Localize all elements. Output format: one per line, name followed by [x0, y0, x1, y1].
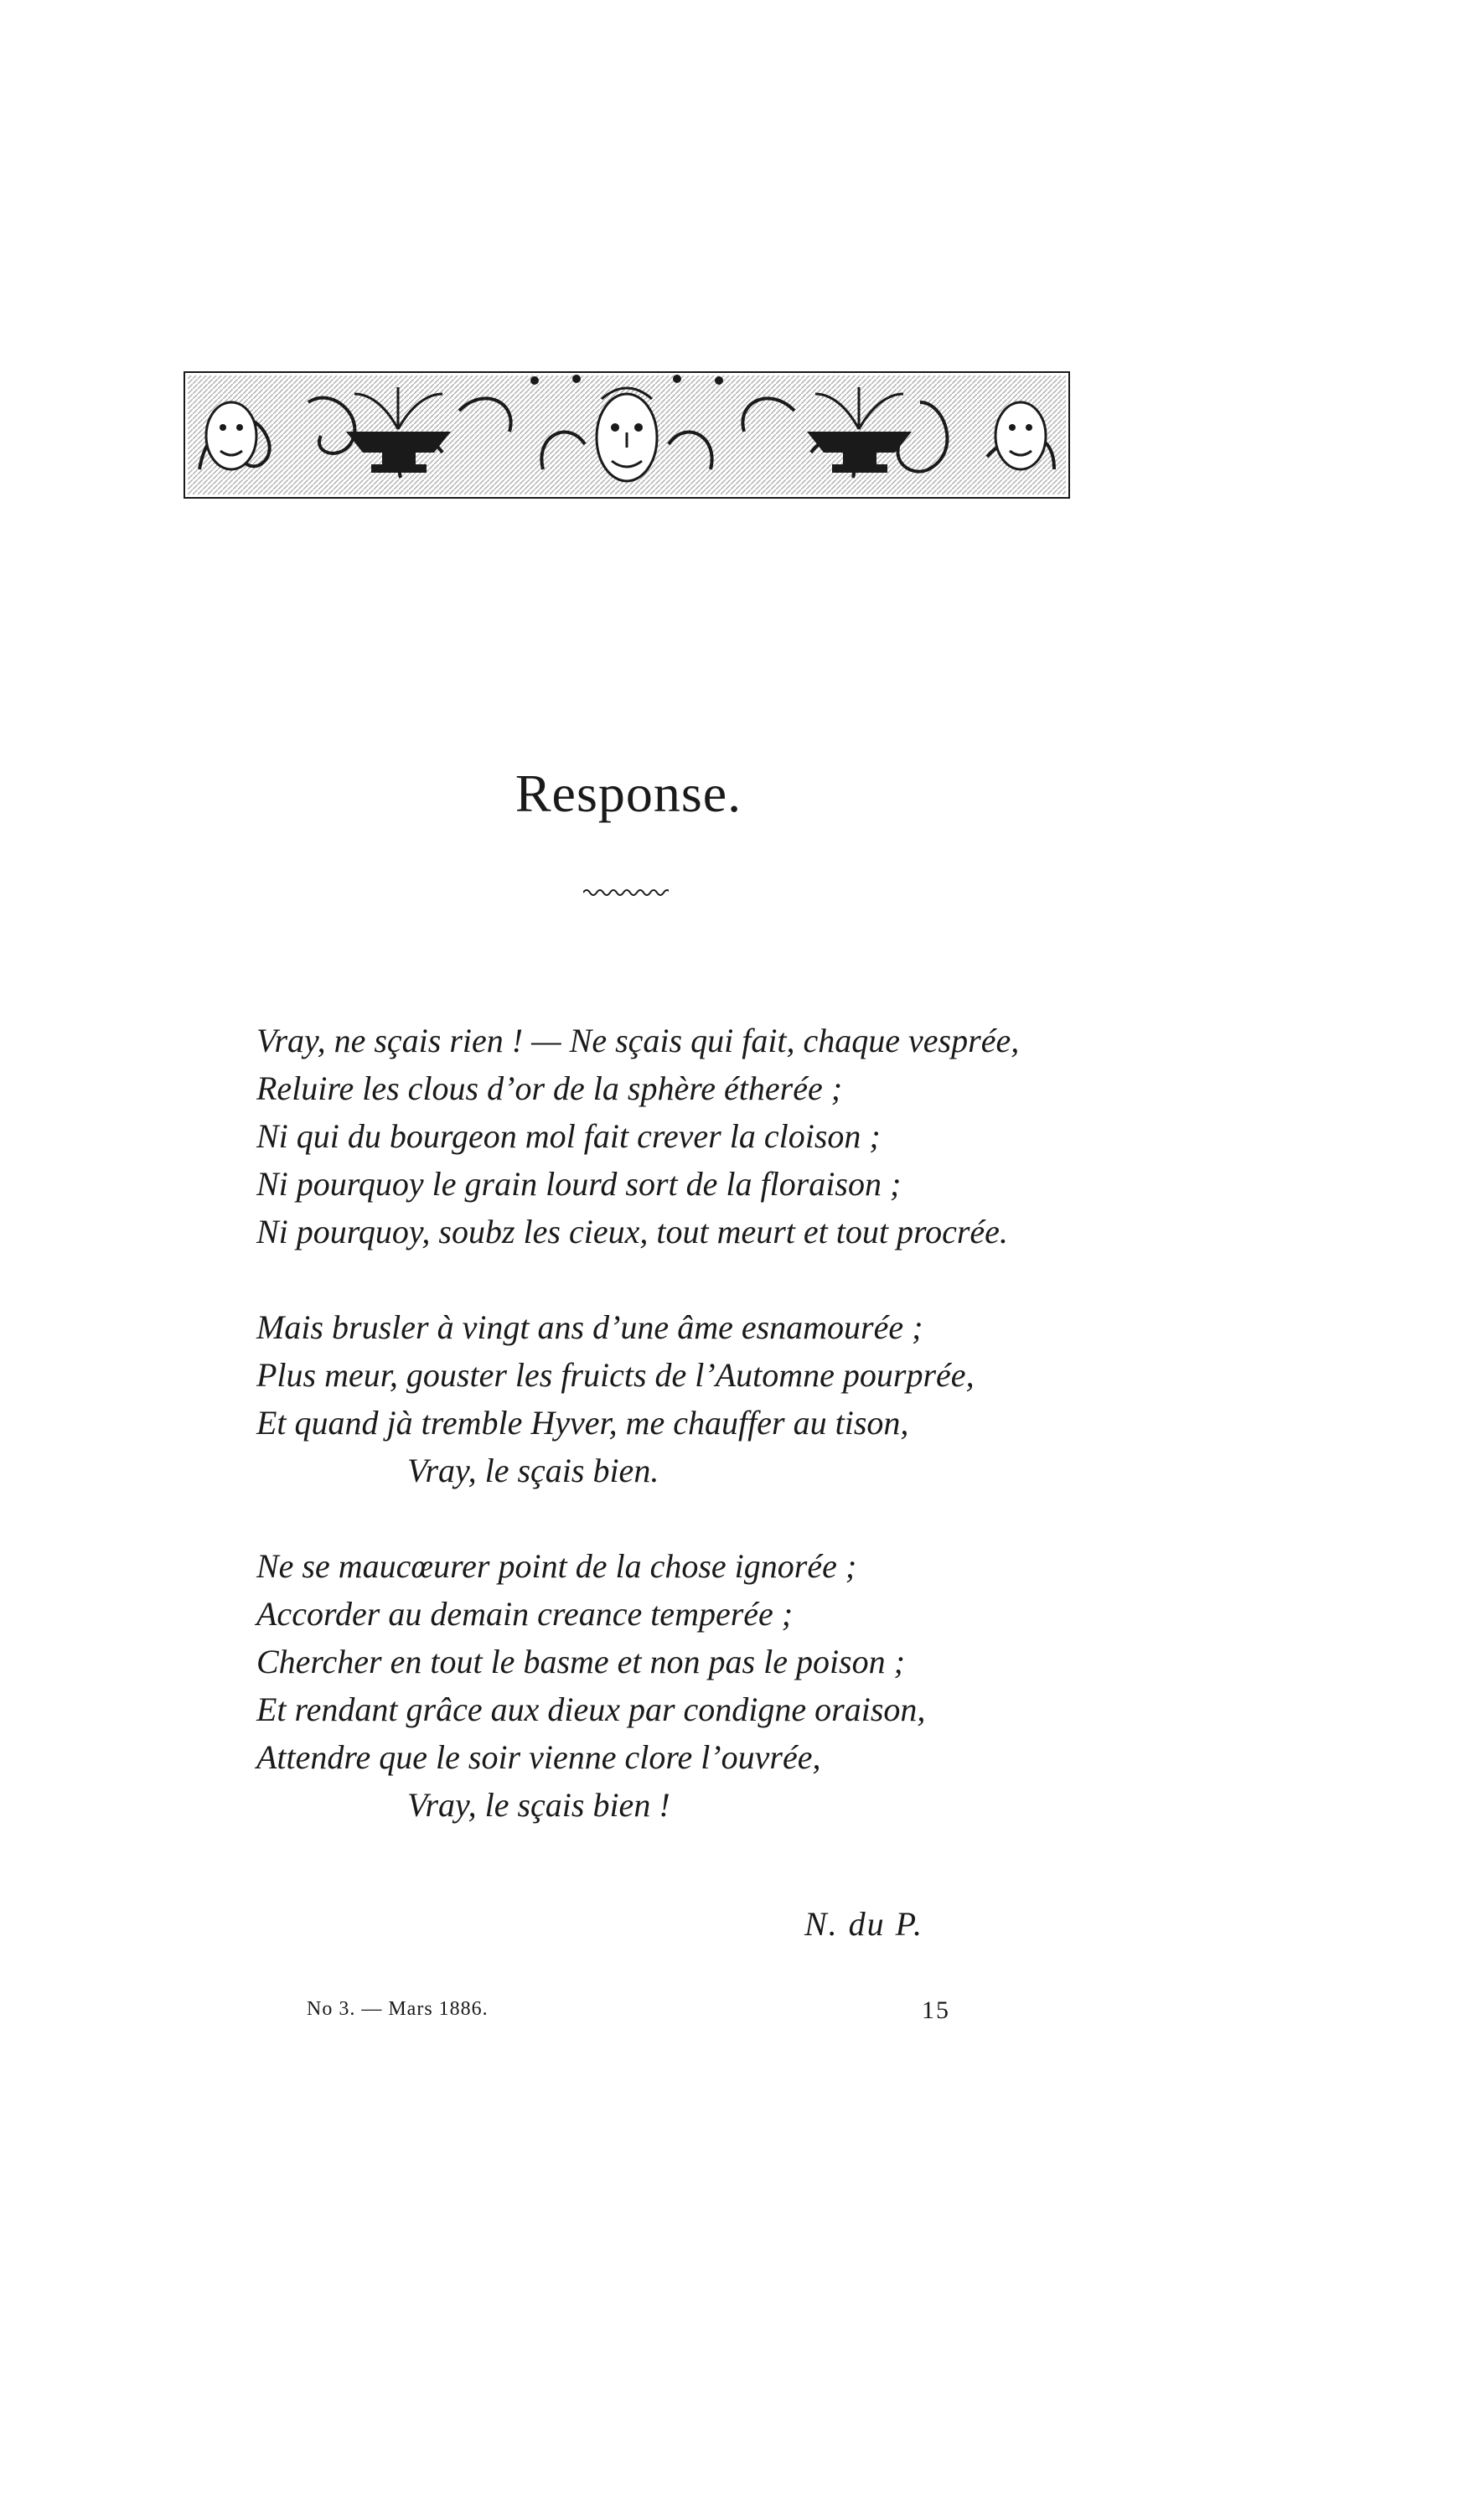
poem-body [256, 1017, 1212, 1829]
verse-line: Ne se maucœurer point de la chose ignorée ; [256, 1547, 857, 1585]
author-signature: N. du P. [804, 1905, 923, 1943]
headpiece-ornament-icon [183, 369, 1071, 501]
refrain-line: Vray, le sçais bien. [407, 1452, 659, 1489]
stanza-2 [256, 1303, 1212, 1494]
verse-line: Plus meur, gouster les fruicts de l’Automne pourprée, [256, 1356, 975, 1394]
verse-line: Vray, ne sçais rien ! — Ne sçais qui fait, chaque vesprée, [256, 1022, 1020, 1059]
refrain-line: Vray, le sçais bien ! [407, 1786, 670, 1824]
verse-line: Et quand jà tremble Hyver, me chauffer au tison, [256, 1404, 909, 1442]
stanza-1 [256, 1017, 1212, 1256]
page-number: 15 [922, 1996, 950, 2024]
page-title: Response. [514, 764, 742, 823]
verse-line: Et rendant grâce aux dieux par condigne oraison, [256, 1690, 926, 1728]
wavy-rule-divider [583, 887, 669, 898]
verse-line: Ni qui du bourgeon mol fait crever la cloison ; [256, 1117, 881, 1155]
verse-line: Accorder au demain creance temperée ; [256, 1595, 794, 1633]
stanza-3 [256, 1542, 1212, 1829]
verse-line: Attendre que le soir vienne clore l’ouvrée, [256, 1738, 821, 1776]
issue-footer: No 3. — Mars 1886. [307, 1998, 489, 2020]
verse-line: Ni pourquoy, soubz les cieux, tout meurt et tout procrée. [256, 1213, 1008, 1250]
verse-line: Mais brusler à vingt ans d’une âme esnamourée ; [256, 1308, 923, 1346]
verse-line: Chercher en tout le basme et non pas le poison ; [256, 1643, 905, 1680]
verse-line: Ni pourquoy le grain lourd sort de la floraison ; [256, 1165, 902, 1203]
verse-line: Reluire les clous d’or de la sphère étherée ; [256, 1069, 843, 1107]
